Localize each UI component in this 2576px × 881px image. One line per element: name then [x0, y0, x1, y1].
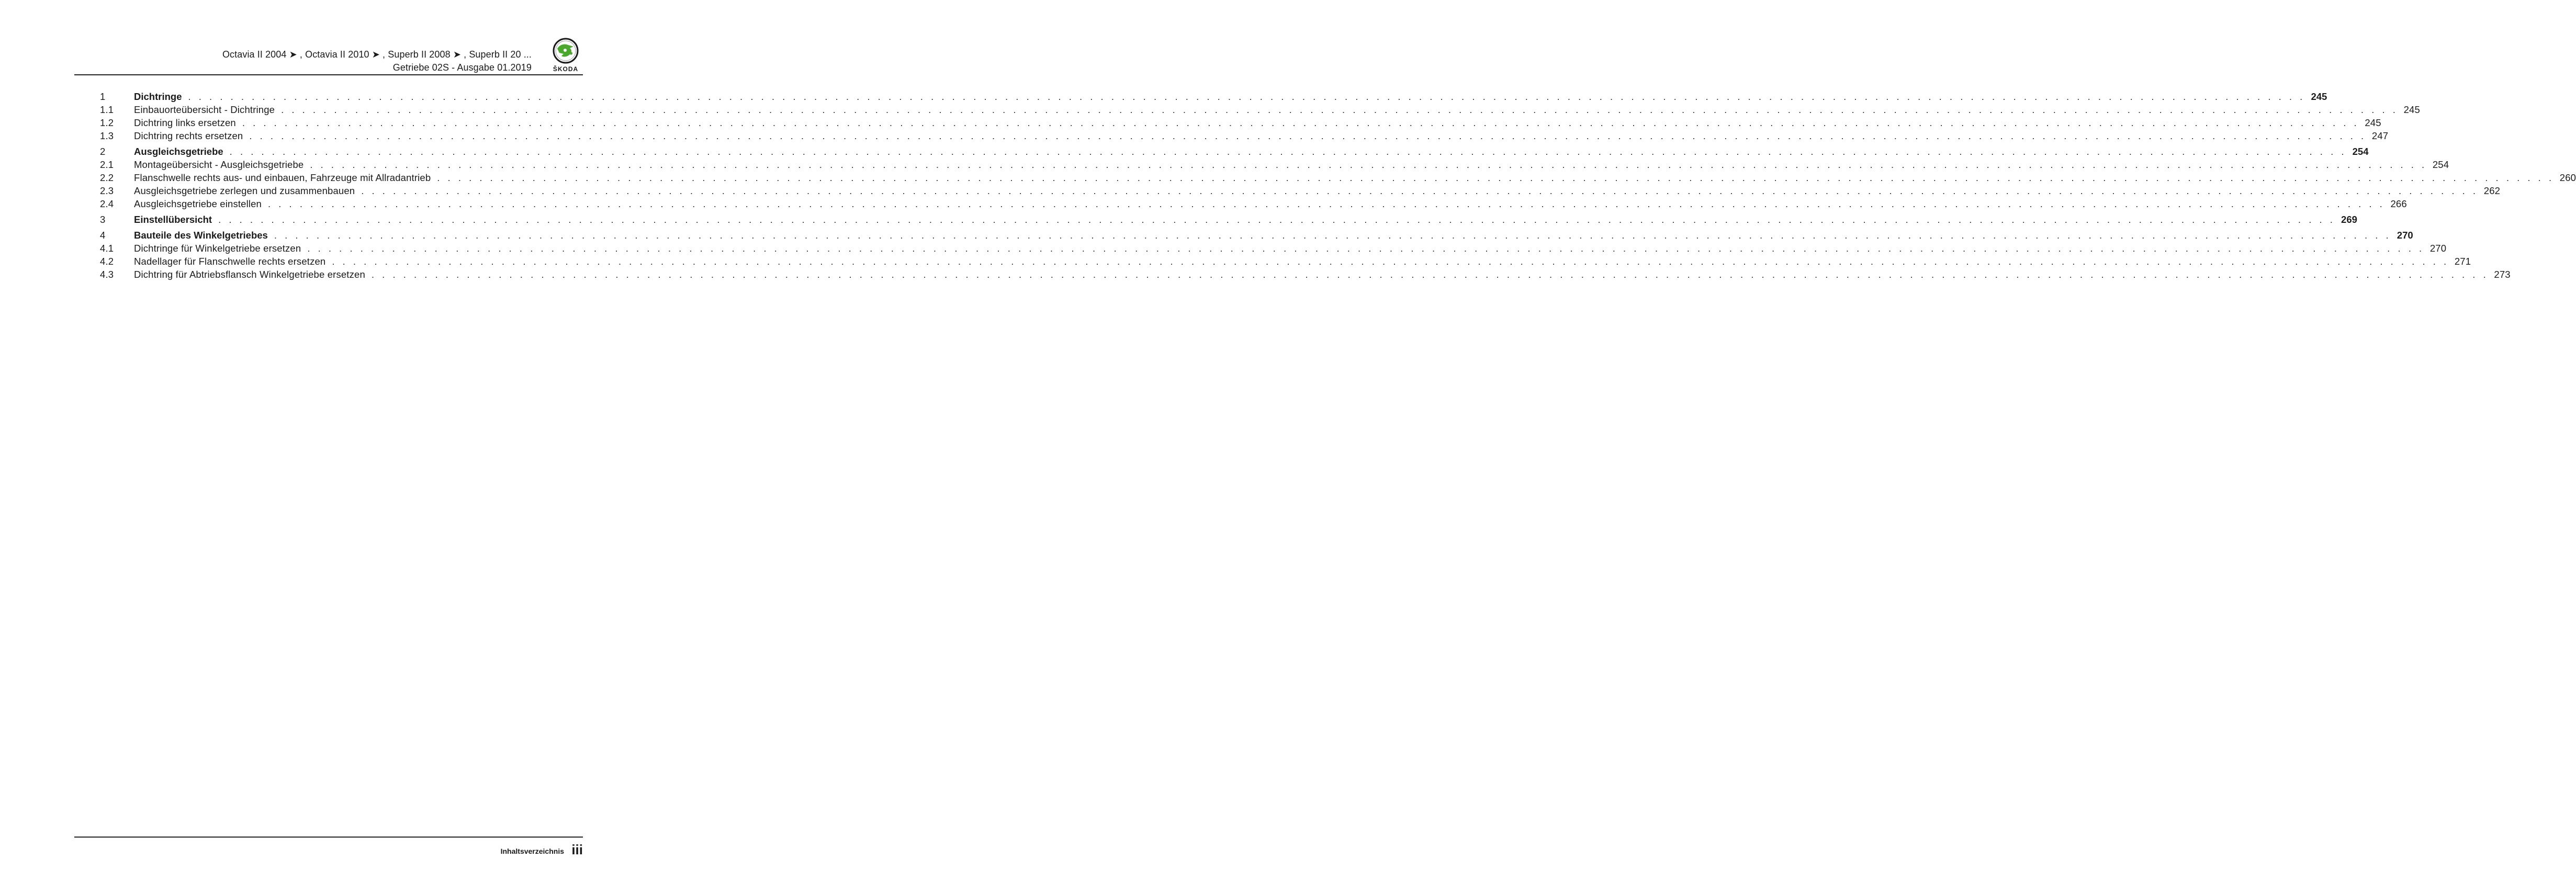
toc-dot-leader: . . . . . . . . . . . . . . . . . . . . . . . . . . . . . . . . . . . . . . . . . . . . . . . . . . . . . . . . . . . . . . . . . . . . . . . . . . . . . . . . . . . . . . . . . . . . . . . . . . . . . . . . . . . . . . . . . . . . . . . . . . . . . . . . . . . . . . . . . . . . . . . . . . . . . . . . . . . . . . . . . . . . . . . . . . . . . . . . . . . . . . . . . . . . . . . . . . . . . . . . — [361, 185, 2479, 196]
toc-chapter-entry[interactable] — [100, 214, 2357, 227]
toc-dot-leader: . . . . . . . . . . . . . . . . . . . . . . . . . . . . . . . . . . . . . . . . . . . . . . . . . . . . . . . . . . . . . . . . . . . . . . . . . . . . . . . . . . . . . . . . . . . . . . . . . . . . . . . . . . . . . . . . . . . . . . . . . . . . . . . . . . . . . . . . . . . . . . . . . . . . . . . . . . . . . . . . . . . . . . . . . . . . . . . . . . . . . . . . . . . . . . . . . . . . . . . . — [229, 146, 2347, 157]
toc-entry-title: Dichtring rechts ersetzen — [134, 130, 243, 141]
toc-entry-number: 1 — [100, 91, 106, 102]
logo-wordmark: ŠKODA — [553, 65, 579, 73]
toc-entry-page: 266 — [2390, 198, 2407, 209]
toc-entry-number: 2.3 — [100, 185, 114, 196]
toc-dot-leader: . . . . . . . . . . . . . . . . . . . . . . . . . . . . . . . . . . . . . . . . . . . . . . . . . . . . . . . . . . . . . . . . . . . . . . . . . . . . . . . . . . . . . . . . . . . . . . . . . . . . . . . . . . . . . . . . . . . . . . . . . . . . . . . . . . . . . . . . . . . . . . . . . . . . . . . . . . . . . . . . . . . . . . . . . . . . . . . . . . . . . . . . . . . . . . . . . . . . . . . . — [218, 214, 2335, 225]
toc-dot-leader: . . . . . . . . . . . . . . . . . . . . . . . . . . . . . . . . . . . . . . . . . . . . . . . . . . . . . . . . . . . . . . . . . . . . . . . . . . . . . . . . . . . . . . . . . . . . . . . . . . . . . . . . . . . . . . . . . . . . . . . . . . . . . . . . . . . . . . . . . . . . . . . . . . . . . . . . . . . . . . . . . . . . . . . . . . . . . . . . . . . . . . . . . . . . . . . . . . . . . . . . — [188, 91, 2305, 102]
toc-entry-number: 4 — [100, 230, 106, 241]
toc-entry-page: 273 — [2494, 269, 2511, 280]
toc-entry-title: Dichtringe — [134, 91, 182, 102]
footer-section-label: Inhaltsverzeichnis — [500, 847, 564, 855]
toc-entry-number: 2 — [100, 146, 106, 157]
toc-section-entry[interactable] — [100, 243, 2447, 256]
toc-entry-title: Ausgleichsgetriebe — [134, 146, 223, 157]
toc-entry-page: 262 — [2483, 185, 2501, 196]
toc-dot-leader: . . . . . . . . . . . . . . . . . . . . . . . . . . . . . . . . . . . . . . . . . . . . . . . . . . . . . . . . . . . . . . . . . . . . . . . . . . . . . . . . . . . . . . . . . . . . . . . . . . . . . . . . . . . . . . . . . . . . . . . . . . . . . . . . . . . . . . . . . . . . . . . . . . . . . . . . . . . . . . . . . . . . . . . . . . . . . . . . . . . . . . . . . . . . . . . . . . . . . . . . — [274, 230, 2391, 241]
toc-entry-page: 254 — [2432, 159, 2449, 170]
toc-entry-title: Einbauorteübersicht - Dichtringe — [134, 104, 275, 115]
toc-entry-number: 2.4 — [100, 198, 114, 209]
toc-entry-page: 254 — [2352, 146, 2369, 157]
toc-entry-title: Dichtringe für Winkelgetriebe ersetzen — [134, 243, 301, 254]
toc-entry-number: 4.3 — [100, 269, 114, 280]
toc-entry-page: 270 — [2429, 243, 2447, 254]
toc-entry-number: 4.2 — [100, 256, 114, 267]
toc-dot-leader: . . . . . . . . . . . . . . . . . . . . . . . . . . . . . . . . . . . . . . . . . . . . . . . . . . . . . . . . . . . . . . . . . . . . . . . . . . . . . . . . . . . . . . . . . . . . . . . . . . . . . . . . . . . . . . . . . . . . . . . . . . . . . . . . . . . . . . . . . . . . . . . . . . . . . . . . . . . . . . . . . . . . . . . . . . . . . . . . . . . . . . . . . . . . . . . . . . . . . . . . — [242, 117, 2359, 128]
footer-divider — [74, 837, 583, 838]
toc-section-entry[interactable] — [100, 117, 2381, 130]
toc-dot-leader: . . . . . . . . . . . . . . . . . . . . . . . . . . . . . . . . . . . . . . . . . . . . . . . . . . . . . . . . . . . . . . . . . . . . . . . . . . . . . . . . . . . . . . . . . . . . . . . . . . . . . . . . . . . . . . . . . . . . . . . . . . . . . . . . . . . . . . . . . . . . . . . . . . . . . . . . . . . . . . . . . . . . . . . . . . . . . . . . . . . . . . . . . . . . . . . . . . . . . . . . — [332, 256, 2449, 267]
toc-entry-title: Ausgleichsgetriebe einstellen — [134, 198, 262, 209]
toc-dot-leader: . . . . . . . . . . . . . . . . . . . . . . . . . . . . . . . . . . . . . . . . . . . . . . . . . . . . . . . . . . . . . . . . . . . . . . . . . . . . . . . . . . . . . . . . . . . . . . . . . . . . . . . . . . . . . . . . . . . . . . . . . . . . . . . . . . . . . . . . . . . . . . . . . . . . . . . . . . . . . . . . . . . . . . . . . . . . . . . . . . . . . . . . . . . . . . . . . . . . . . . . — [371, 269, 2489, 280]
toc-entry-title: Dichtring links ersetzen — [134, 117, 236, 128]
header-edition: Getriebe 02S - Ausgabe 01.2019 — [392, 62, 532, 73]
toc-entry-title: Flanschwelle rechts aus- und einbauen, Fahrzeuge mit Allradantrieb — [134, 172, 431, 183]
toc-entry-page: 269 — [2341, 214, 2357, 225]
toc-entry-title: Montageübersicht - Ausgleichsgetriebe — [134, 159, 304, 170]
header-divider — [74, 74, 583, 75]
toc-entry-number: 1.2 — [100, 117, 114, 128]
header-models: Octavia II 2004 ➤ , Octavia II 2010 ➤ , Superb II 2008 ➤ , Superb II 20 ... — [222, 49, 532, 60]
toc-entry-number: 1.3 — [100, 130, 114, 141]
toc-entry-page: 260 — [2559, 172, 2576, 183]
toc-dot-leader: . . . . . . . . . . . . . . . . . . . . . . . . . . . . . . . . . . . . . . . . . . . . . . . . . . . . . . . . . . . . . . . . . . . . . . . . . . . . . . . . . . . . . . . . . . . . . . . . . . . . . . . . . . . . . . . . . . . . . . . . . . . . . . . . . . . . . . . . . . . . . . . . . . . . . . . . . . . . . . . . . . . . . . . . . . . . . . . . . . . . . . . . . . . . . . . . . . . . . . . . — [307, 243, 2425, 254]
toc-entry-title: Dichtring für Abtriebsflansch Winkelgetriebe ersetzen — [134, 269, 365, 280]
toc-section-entry[interactable] — [100, 198, 2407, 211]
toc-chapter-entry[interactable] — [100, 230, 2413, 243]
skoda-arrow-icon — [553, 38, 579, 64]
toc-entry-number: 2.2 — [100, 172, 114, 183]
toc-entry-page: 245 — [2311, 91, 2327, 102]
toc-entry-number: 2.1 — [100, 159, 114, 170]
toc-section-entry[interactable] — [100, 159, 2449, 172]
toc-entry-number: 1.1 — [100, 104, 114, 115]
toc-section-entry[interactable] — [100, 185, 2501, 198]
toc-entry-number: 3 — [100, 214, 106, 225]
toc-entry-page: 270 — [2397, 230, 2413, 241]
toc-entry-title: Ausgleichsgetriebe zerlegen und zusammenbauen — [134, 185, 355, 196]
toc-section-entry[interactable] — [100, 269, 2511, 282]
toc-entry-page: 247 — [2371, 130, 2389, 141]
toc-dot-leader: . . . . . . . . . . . . . . . . . . . . . . . . . . . . . . . . . . . . . . . . . . . . . . . . . . . . . . . . . . . . . . . . . . . . . . . . . . . . . . . . . . . . . . . . . . . . . . . . . . . . . . . . . . . . . . . . . . . . . . . . . . . . . . . . . . . . . . . . . . . . . . . . . . . . . . . . . . . . . . . . . . . . . . . . . . . . . . . . . . . . . . . . . . . . . . . . . . . . . . . . — [267, 198, 2385, 209]
toc-section-entry[interactable] — [100, 256, 2471, 269]
table-of-contents — [100, 91, 2576, 282]
toc-entry-title: Einstellübersicht — [134, 214, 212, 225]
skoda-logo — [547, 38, 584, 75]
toc-dot-leader: . . . . . . . . . . . . . . . . . . . . . . . . . . . . . . . . . . . . . . . . . . . . . . . . . . . . . . . . . . . . . . . . . . . . . . . . . . . . . . . . . . . . . . . . . . . . . . . . . . . . . . . . . . . . . . . . . . . . . . . . . . . . . . . . . . . . . . . . . . . . . . . . . . . . . . . . . . . . . . . . . . . . . . . . . . . . . . . . . . . . . . . . . . . . . . . . . . . . . . . . — [249, 130, 2367, 141]
toc-chapter-entry[interactable] — [100, 91, 2327, 104]
toc-section-entry[interactable] — [100, 172, 2576, 185]
toc-entry-page: 245 — [2403, 104, 2420, 115]
toc-section-entry[interactable] — [100, 130, 2389, 143]
toc-entry-number: 4.1 — [100, 243, 114, 254]
toc-entry-page: 245 — [2365, 117, 2381, 128]
toc-section-entry[interactable] — [100, 104, 2420, 117]
toc-dot-leader: . . . . . . . . . . . . . . . . . . . . . . . . . . . . . . . . . . . . . . . . . . . . . . . . . . . . . . . . . . . . . . . . . . . . . . . . . . . . . . . . . . . . . . . . . . . . . . . . . . . . . . . . . . . . . . . . . . . . . . . . . . . . . . . . . . . . . . . . . . . . . . . . . . . . . . . . . . . . . . . . . . . . . . . . . . . . . . . . . . . . . . . . . . . . . . . . . . . . . . . . — [281, 104, 2398, 115]
toc-dot-leader: . . . . . . . . . . . . . . . . . . . . . . . . . . . . . . . . . . . . . . . . . . . . . . . . . . . . . . . . . . . . . . . . . . . . . . . . . . . . . . . . . . . . . . . . . . . . . . . . . . . . . . . . . . . . . . . . . . . . . . . . . . . . . . . . . . . . . . . . . . . . . . . . . . . . . . . . . . . . . . . . . . . . . . . . . . . . . . . . . . . . . . . . . . . . . . . . . . . . . . . . — [310, 159, 2427, 170]
toc-entry-title: Nadellager für Flanschwelle rechts ersetzen — [134, 256, 326, 267]
footer-page-number: iii — [571, 842, 583, 857]
toc-dot-leader: . . . . . . . . . . . . . . . . . . . . . . . . . . . . . . . . . . . . . . . . . . . . . . . . . . . . . . . . . . . . . . . . . . . . . . . . . . . . . . . . . . . . . . . . . . . . . . . . . . . . . . . . . . . . . . . . . . . . . . . . . . . . . . . . . . . . . . . . . . . . . . . . . . . . . . . . . . . . . . . . . . . . . . . . . . . . . . . . . . . . . . . . . . . . . . . . . . . . . . . . — [437, 172, 2555, 183]
toc-entry-page: 271 — [2454, 256, 2471, 267]
toc-entry-title: Bauteile des Winkelgetriebes — [134, 230, 268, 241]
toc-chapter-entry[interactable] — [100, 146, 2369, 159]
